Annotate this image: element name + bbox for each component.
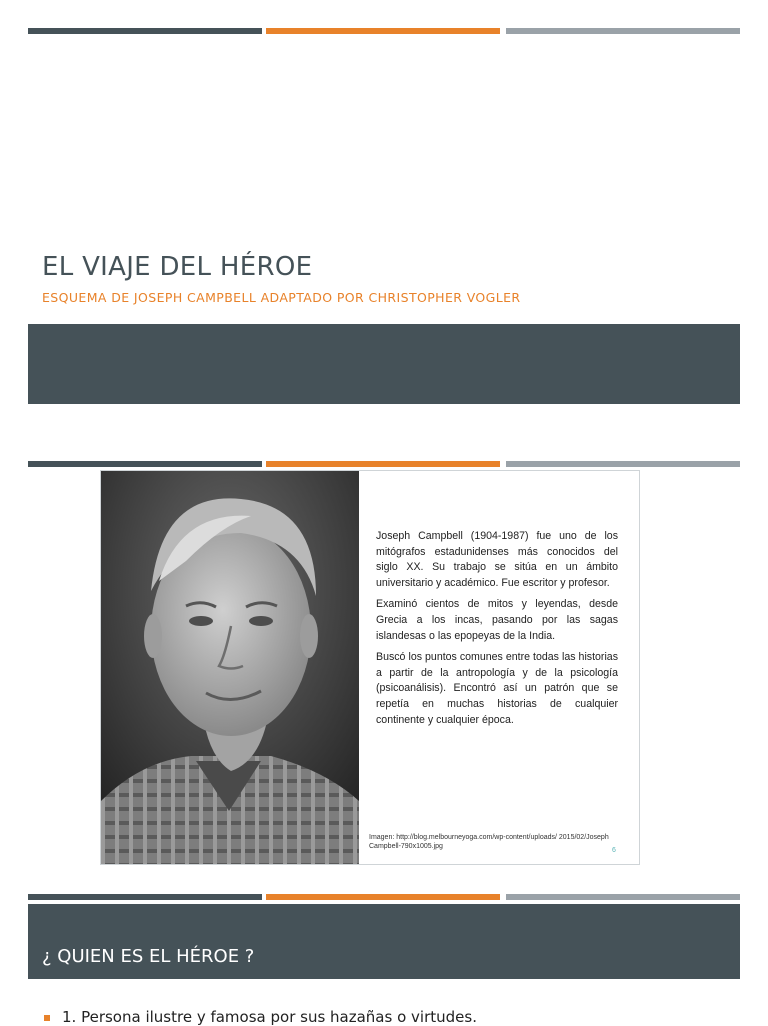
section-heading: ¿ QUIEN ES EL HÉROE ? — [42, 946, 255, 967]
slide2-accent-bars — [28, 461, 740, 467]
slide-title: EL VIAJE DEL HÉROE — [42, 252, 313, 282]
portrait-illustration — [101, 471, 359, 864]
bio-paragraph: Joseph Campbell (1904-1987) fue uno de los mitógrafos estadunidenses más conocidos del siglo XX. Su trabajo se sitúa en un ámbito universitario y académico. Fue escritor y profesor. — [376, 530, 618, 589]
portrait-photo — [101, 471, 359, 864]
accent-bar-gray — [506, 894, 740, 900]
bullet-text: 1. Persona ilustre y famosa por sus hazañas o virtudes. — [62, 1008, 477, 1026]
accent-bar-orange — [266, 28, 500, 34]
slide-subtitle: ESQUEMA DE JOSEPH CAMPBELL ADAPTADO POR CHRISTOPHER VOGLER — [42, 290, 521, 305]
top-accent-bars — [28, 28, 740, 34]
heading-band — [28, 904, 740, 979]
accent-bar-dark — [28, 894, 262, 900]
accent-bar-orange — [266, 894, 500, 900]
image-caption: Imagen: http://blog.melbourneyoga.com/wp-content/uploads/ 2015/02/JosephCampbell-790x1005.jpg — [369, 834, 609, 850]
accent-bar-dark — [28, 28, 262, 34]
bio-paragraph: Examinó cientos de mitos y leyendas, desde Grecia a los incas, pasando por las sagas islandesas o las epopeyas de la India. — [376, 598, 618, 642]
page-number: 6 — [612, 847, 616, 854]
title-band — [28, 324, 740, 404]
accent-bar-gray — [506, 28, 740, 34]
accent-bar-orange — [266, 461, 500, 467]
bio-paragraph: Buscó los puntos comunes entre todas las historias a partir de la antropología y de la psicología (psicoanálisis). Encontró así un patrón que se repetía en muchas historias de cualquier continente y cualquier época. — [376, 651, 618, 726]
bullet-marker — [44, 1015, 50, 1021]
slide3-accent-bars — [28, 894, 740, 900]
accent-bar-gray — [506, 461, 740, 467]
campbell-slide — [100, 470, 640, 865]
accent-bar-dark — [28, 461, 262, 467]
biography-text — [376, 529, 618, 734]
